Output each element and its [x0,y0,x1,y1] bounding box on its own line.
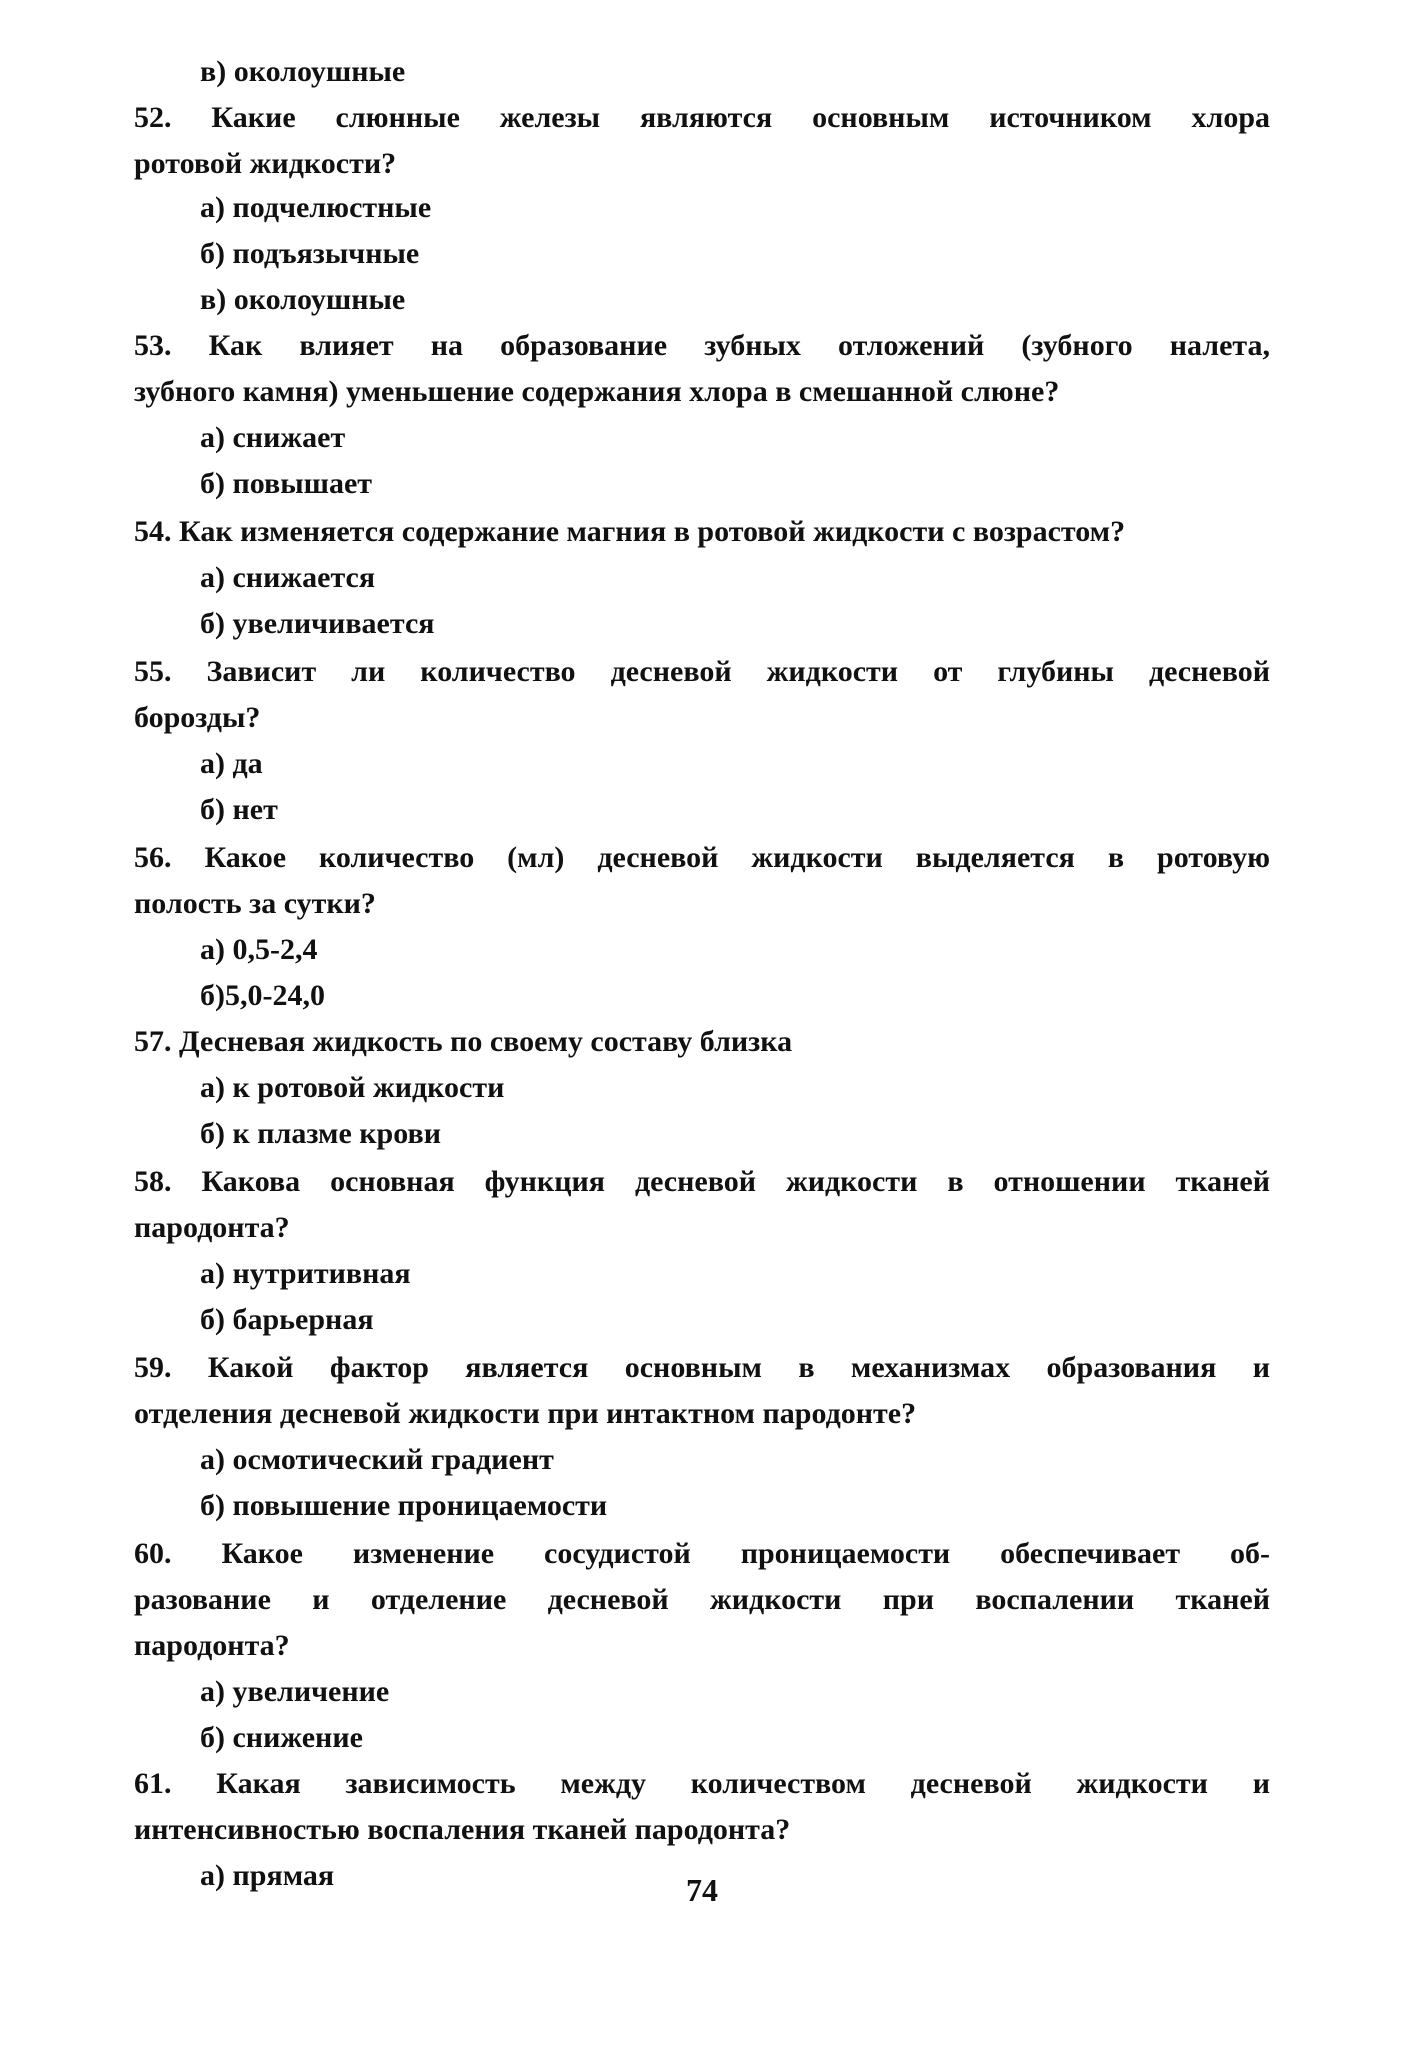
question-55-line-1 [134,652,1270,692]
question-text: Какой фактор является основным в механизмах образования и [207,1351,1271,1384]
option-item: б) повышает [200,467,373,500]
question-number: 60. [134,1537,172,1570]
option-item: в) околоушные [200,283,406,316]
option-item: а) снижается [200,561,376,594]
question-text: Какое количество (мл) десневой жидкости выделяется в ротовую [204,841,1270,874]
option-item: а) прямая [200,1859,335,1892]
option-item: б) увеличивается [200,607,435,640]
question-text: Как изменяется содержание магния в ротовой жидкости с возрастом? [179,515,1126,548]
option-item: б) подъязычные [200,237,420,270]
question-56-line-1 [134,838,1270,878]
page-number: 74 [686,1872,718,1908]
option-item: а) снижает [200,421,346,454]
question-number: 54. [134,515,172,548]
question-61-line-2: интенсивностью воспаления тканей пародонта? [134,1813,791,1846]
question-59-line-1 [134,1348,1270,1388]
option-item: б) к плазме крови [200,1117,441,1150]
option-item: а) к ротовой жидкости [200,1071,505,1104]
option-item: а) подчелюстные [200,191,432,224]
question-55-line-2: борозды? [134,701,261,734]
question-number: 59. [134,1351,172,1384]
option-item: б) нет [200,793,278,826]
option-item: б) снижение [200,1721,363,1754]
question-53-line-1 [134,326,1270,366]
option-item: в) околоушные [200,55,406,88]
question-58-line-2: пародонта? [134,1211,290,1244]
question-58-line-1 [134,1162,1270,1202]
question-57-line-1 [134,1022,1270,1062]
question-text: Какое изменение сосудистой проницаемости обеспечивает об- [221,1537,1270,1570]
option-item: б) барьерная [200,1303,374,1336]
option-item: а) увеличение [200,1675,390,1708]
option-item: б)5,0-24,0 [200,979,325,1012]
question-52-line-1 [134,98,1270,138]
question-text: Как влияет на образование зубных отложений (зубного налета, [208,329,1271,362]
question-number: 61. [134,1767,172,1800]
question-text: Зависит ли количество десневой жидкости от глубины десневой [206,655,1271,688]
question-59-line-2: отделения десневой жидкости при интактном пародонте? [134,1397,917,1430]
option-item: а) 0,5-2,4 [200,933,318,966]
question-60-line-1 [134,1534,1270,1574]
question-53-line-2: зубного камня) уменьшение содержания хлора в смешанной слюне? [134,375,1060,408]
question-number: 58. [134,1165,172,1198]
question-60-line-3: пародонта? [134,1629,290,1662]
question-60-line-2: разование и отделение десневой жидкости при воспалении тканей [134,1583,1270,1616]
question-number: 52. [134,101,172,134]
question-56-line-2: полость за сутки? [134,887,376,920]
question-text: Десневая жидкость по своему составу близка [179,1025,793,1058]
option-item: а) нутритивная [200,1257,411,1290]
question-61-line-1 [134,1764,1270,1804]
option-item: б) повышение проницаемости [200,1489,608,1522]
question-number: 56. [134,841,172,874]
question-text: Какие слюнные железы являются основным источником хлора [211,101,1270,134]
question-number: 55. [134,655,172,688]
option-item: а) осмотический градиент [200,1443,554,1476]
question-number: 53. [134,329,172,362]
question-text: Какая зависимость между количеством десневой жидкости и [216,1767,1270,1800]
question-52-line-2: ротовой жидкости? [134,147,397,180]
question-text: Какова основная функция десневой жидкости в отношении тканей [201,1165,1270,1198]
question-54-line-1 [134,512,1270,552]
option-item: а) да [200,747,263,780]
question-number: 57. [134,1025,172,1058]
